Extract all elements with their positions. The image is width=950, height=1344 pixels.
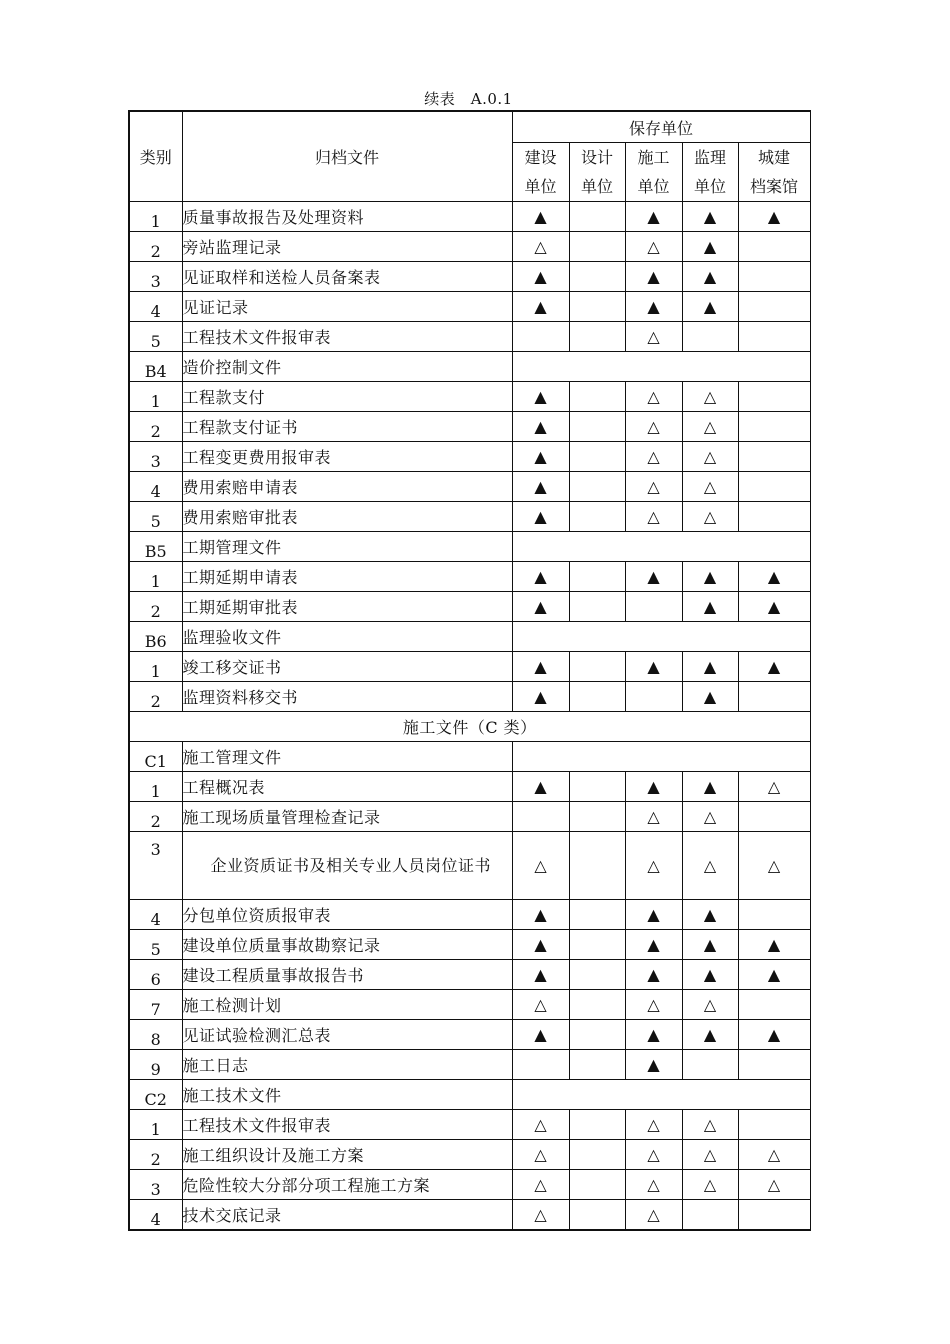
table-row: [129, 1200, 810, 1231]
table-row: [129, 802, 810, 832]
mark-designer: [569, 990, 625, 1020]
table-row: [129, 772, 810, 802]
mark-designer: [569, 1050, 625, 1080]
mark-owner: ▲: [512, 1020, 569, 1050]
mark-supervisor: △: [682, 802, 738, 832]
mark-owner: △: [512, 1200, 569, 1231]
category-blank: [512, 622, 810, 652]
mark-owner: ▲: [512, 502, 569, 532]
mark-archive: [738, 1200, 810, 1231]
row-number: 6: [129, 960, 182, 990]
header-storage-units: 保存单位: [512, 111, 810, 143]
table-caption: 续表 A.0.1: [424, 90, 513, 108]
table-row: [129, 202, 810, 232]
mark-archive: △: [738, 772, 810, 802]
file-name: 费用索赔审批表: [182, 502, 512, 532]
header-file: 归档文件: [182, 111, 512, 202]
table-row: [129, 562, 810, 592]
file-name: 见证试验检测汇总表: [182, 1020, 512, 1050]
file-name: 旁站监理记录: [182, 232, 512, 262]
mark-contractor: ▲: [625, 202, 682, 232]
mark-archive: ▲: [738, 960, 810, 990]
mark-designer: [569, 1140, 625, 1170]
table-row: [129, 900, 810, 930]
file-name: 见证记录: [182, 292, 512, 322]
mark-supervisor: ▲: [682, 900, 738, 930]
table-row: [129, 1140, 810, 1170]
mark-contractor: △: [625, 382, 682, 412]
mark-contractor: △: [625, 802, 682, 832]
mark-contractor: ▲: [625, 1050, 682, 1080]
mark-owner: △: [512, 990, 569, 1020]
mark-contractor: △: [625, 322, 682, 352]
row-number: 1: [129, 562, 182, 592]
mark-contractor: △: [625, 832, 682, 900]
mark-owner: ▲: [512, 592, 569, 622]
mark-supervisor: ▲: [682, 202, 738, 232]
mark-archive: [738, 292, 810, 322]
mark-archive: [738, 682, 810, 712]
file-name: 技术交底记录: [182, 1200, 512, 1231]
mark-contractor: ▲: [625, 930, 682, 960]
file-name: 监理资料移交书: [182, 682, 512, 712]
mark-contractor: ▲: [625, 900, 682, 930]
mark-supervisor: △: [682, 832, 738, 900]
mark-archive: △: [738, 1140, 810, 1170]
mark-designer: [569, 1170, 625, 1200]
file-name: 工程变更费用报审表: [182, 442, 512, 472]
row-number: 8: [129, 1020, 182, 1050]
category-blank: [512, 352, 810, 382]
mark-designer: [569, 502, 625, 532]
mark-supervisor: [682, 1200, 738, 1231]
mark-designer: [569, 900, 625, 930]
row-number: 2: [129, 682, 182, 712]
mark-archive: [738, 322, 810, 352]
row-number: 3: [129, 442, 182, 472]
table-row: [129, 502, 810, 532]
mark-supervisor: ▲: [682, 960, 738, 990]
table-row: [129, 472, 810, 502]
mark-archive: ▲: [738, 930, 810, 960]
category-row: [129, 532, 810, 562]
row-number: 4: [129, 1200, 182, 1231]
mark-designer: [569, 832, 625, 900]
mark-designer: [569, 772, 625, 802]
row-number: 2: [129, 232, 182, 262]
category-code: B5: [129, 532, 182, 562]
row-number: 3: [129, 832, 182, 900]
mark-archive: △: [738, 832, 810, 900]
mark-designer: [569, 202, 625, 232]
mark-owner: [512, 322, 569, 352]
file-name: 建设工程质量事故报告书: [182, 960, 512, 990]
row-number: 2: [129, 412, 182, 442]
category-title: 施工技术文件: [182, 1080, 512, 1110]
header-unit-archive: 城建 档案馆: [738, 143, 810, 202]
mark-contractor: △: [625, 1140, 682, 1170]
mark-supervisor: △: [682, 502, 738, 532]
mark-designer: [569, 1020, 625, 1050]
header-unit-designer: 设计 单位: [569, 143, 625, 202]
table-row: [129, 322, 810, 352]
mark-owner: [512, 1050, 569, 1080]
category-code: B4: [129, 352, 182, 382]
mark-supervisor: ▲: [682, 262, 738, 292]
mark-supervisor: △: [682, 1140, 738, 1170]
mark-archive: [738, 472, 810, 502]
mark-supervisor: [682, 1050, 738, 1080]
file-name: 分包单位资质报审表: [182, 900, 512, 930]
mark-designer: [569, 802, 625, 832]
row-number: 5: [129, 502, 182, 532]
file-name: 费用索赔申请表: [182, 472, 512, 502]
mark-contractor: △: [625, 442, 682, 472]
mark-archive: [738, 900, 810, 930]
mark-designer: [569, 1200, 625, 1231]
table-row: [129, 1050, 810, 1080]
mark-owner: ▲: [512, 262, 569, 292]
table-row: [129, 592, 810, 622]
table-row: [129, 1110, 810, 1140]
mark-owner: ▲: [512, 900, 569, 930]
file-name: 工程款支付证书: [182, 412, 512, 442]
file-name: 建设单位质量事故勘察记录: [182, 930, 512, 960]
mark-contractor: △: [625, 990, 682, 1020]
mark-owner: ▲: [512, 682, 569, 712]
file-name: 企业资质证书及相关专业人员岗位证书: [182, 832, 512, 900]
mark-supervisor: △: [682, 1170, 738, 1200]
mark-designer: [569, 292, 625, 322]
mark-designer: [569, 652, 625, 682]
row-number: 5: [129, 930, 182, 960]
mark-owner: △: [512, 1140, 569, 1170]
file-name: 工期延期申请表: [182, 562, 512, 592]
mark-designer: [569, 682, 625, 712]
mark-archive: ▲: [738, 652, 810, 682]
mark-archive: [738, 232, 810, 262]
table-row: [129, 292, 810, 322]
category-title: 造价控制文件: [182, 352, 512, 382]
mark-owner: △: [512, 232, 569, 262]
mark-contractor: ▲: [625, 1020, 682, 1050]
table-row: [129, 682, 810, 712]
table-row: [129, 960, 810, 990]
table-row: [129, 990, 810, 1020]
row-number: 9: [129, 1050, 182, 1080]
mark-supervisor: ▲: [682, 772, 738, 802]
mark-owner: ▲: [512, 442, 569, 472]
mark-supervisor: △: [682, 382, 738, 412]
category-blank: [512, 742, 810, 772]
row-number: 4: [129, 292, 182, 322]
mark-archive: [738, 802, 810, 832]
category-code: B6: [129, 622, 182, 652]
mark-designer: [569, 930, 625, 960]
mark-designer: [569, 960, 625, 990]
table-row: [129, 442, 810, 472]
mark-supervisor: △: [682, 990, 738, 1020]
row-number: 1: [129, 1110, 182, 1140]
file-name: 危险性较大分部分项工程施工方案: [182, 1170, 512, 1200]
mark-supervisor: ▲: [682, 292, 738, 322]
mark-designer: [569, 232, 625, 262]
category-blank: [512, 532, 810, 562]
header-unit-contractor: 施工 单位: [625, 143, 682, 202]
mark-owner: ▲: [512, 772, 569, 802]
mark-supervisor: △: [682, 442, 738, 472]
mark-designer: [569, 472, 625, 502]
row-number: 2: [129, 592, 182, 622]
table-row: [129, 930, 810, 960]
mark-contractor: ▲: [625, 262, 682, 292]
archive-table: [128, 110, 811, 1231]
row-number: 4: [129, 472, 182, 502]
mark-contractor: ▲: [625, 562, 682, 592]
file-name: 工程技术文件报审表: [182, 322, 512, 352]
mark-owner: ▲: [512, 930, 569, 960]
file-name: 质量事故报告及处理资料: [182, 202, 512, 232]
file-name: 竣工移交证书: [182, 652, 512, 682]
category-row: [129, 352, 810, 382]
header-unit-supervisor: 监理 单位: [682, 143, 738, 202]
file-name: 工期延期审批表: [182, 592, 512, 622]
table-row: [129, 1020, 810, 1050]
mark-owner: ▲: [512, 292, 569, 322]
mark-designer: [569, 322, 625, 352]
table-row: [129, 652, 810, 682]
mark-owner: ▲: [512, 472, 569, 502]
section-title: 施工文件（C 类）: [129, 712, 810, 742]
mark-archive: [738, 502, 810, 532]
mark-contractor: ▲: [625, 652, 682, 682]
mark-owner: △: [512, 1170, 569, 1200]
mark-owner: ▲: [512, 960, 569, 990]
category-row: [129, 742, 810, 772]
file-name: 施工现场质量管理检查记录: [182, 802, 512, 832]
mark-contractor: △: [625, 232, 682, 262]
mark-archive: ▲: [738, 202, 810, 232]
table-row: [129, 382, 810, 412]
file-name: 工程概况表: [182, 772, 512, 802]
mark-archive: [738, 1050, 810, 1080]
category-code: C2: [129, 1080, 182, 1110]
mark-supervisor: ▲: [682, 562, 738, 592]
mark-contractor: △: [625, 412, 682, 442]
mark-contractor: ▲: [625, 292, 682, 322]
table-row: [129, 262, 810, 292]
file-name: 施工日志: [182, 1050, 512, 1080]
category-title: 监理验收文件: [182, 622, 512, 652]
row-number: 3: [129, 262, 182, 292]
mark-contractor: △: [625, 472, 682, 502]
row-number: 1: [129, 772, 182, 802]
mark-supervisor: [682, 322, 738, 352]
category-blank: [512, 1080, 810, 1110]
row-number: 7: [129, 990, 182, 1020]
file-name: 见证取样和送检人员备案表: [182, 262, 512, 292]
mark-contractor: △: [625, 1200, 682, 1231]
mark-owner: ▲: [512, 382, 569, 412]
mark-archive: [738, 1110, 810, 1140]
mark-supervisor: △: [682, 1110, 738, 1140]
header-unit-owner: 建设 单位: [512, 143, 569, 202]
mark-designer: [569, 562, 625, 592]
table-row: [129, 1170, 810, 1200]
mark-contractor: △: [625, 1110, 682, 1140]
mark-archive: ▲: [738, 592, 810, 622]
mark-owner: ▲: [512, 202, 569, 232]
mark-archive: △: [738, 1170, 810, 1200]
table-row: [129, 832, 810, 900]
mark-supervisor: ▲: [682, 930, 738, 960]
category-row: [129, 1080, 810, 1110]
mark-owner: △: [512, 1110, 569, 1140]
mark-supervisor: △: [682, 412, 738, 442]
mark-contractor: [625, 592, 682, 622]
mark-archive: [738, 382, 810, 412]
mark-archive: ▲: [738, 562, 810, 592]
category-title: 施工管理文件: [182, 742, 512, 772]
mark-supervisor: ▲: [682, 592, 738, 622]
row-number: 4: [129, 900, 182, 930]
mark-designer: [569, 592, 625, 622]
mark-supervisor: ▲: [682, 682, 738, 712]
mark-archive: [738, 442, 810, 472]
row-number: 1: [129, 652, 182, 682]
mark-archive: [738, 990, 810, 1020]
mark-designer: [569, 412, 625, 442]
category-row: [129, 622, 810, 652]
mark-designer: [569, 382, 625, 412]
mark-contractor: △: [625, 1170, 682, 1200]
table-row: [129, 412, 810, 442]
mark-supervisor: △: [682, 472, 738, 502]
row-number: 2: [129, 802, 182, 832]
mark-contractor: △: [625, 502, 682, 532]
header-category: 类别: [129, 111, 182, 202]
table-row: [129, 232, 810, 262]
row-number: 2: [129, 1140, 182, 1170]
mark-archive: [738, 262, 810, 292]
mark-designer: [569, 442, 625, 472]
row-number: 1: [129, 202, 182, 232]
mark-archive: ▲: [738, 1020, 810, 1050]
mark-owner: △: [512, 832, 569, 900]
row-number: 3: [129, 1170, 182, 1200]
mark-owner: ▲: [512, 562, 569, 592]
mark-supervisor: ▲: [682, 232, 738, 262]
mark-designer: [569, 1110, 625, 1140]
mark-contractor: ▲: [625, 772, 682, 802]
mark-owner: ▲: [512, 412, 569, 442]
file-name: 工程款支付: [182, 382, 512, 412]
category-title: 工期管理文件: [182, 532, 512, 562]
mark-contractor: ▲: [625, 960, 682, 990]
mark-supervisor: ▲: [682, 652, 738, 682]
mark-owner: ▲: [512, 652, 569, 682]
table-body: [129, 202, 810, 1231]
mark-archive: [738, 412, 810, 442]
row-number: 5: [129, 322, 182, 352]
category-code: C1: [129, 742, 182, 772]
mark-designer: [569, 262, 625, 292]
mark-supervisor: ▲: [682, 1020, 738, 1050]
section-row: [129, 712, 810, 742]
file-name: 工程技术文件报审表: [182, 1110, 512, 1140]
mark-owner: [512, 802, 569, 832]
mark-contractor: [625, 682, 682, 712]
file-name: 施工检测计划: [182, 990, 512, 1020]
file-name: 施工组织设计及施工方案: [182, 1140, 512, 1170]
row-number: 1: [129, 382, 182, 412]
